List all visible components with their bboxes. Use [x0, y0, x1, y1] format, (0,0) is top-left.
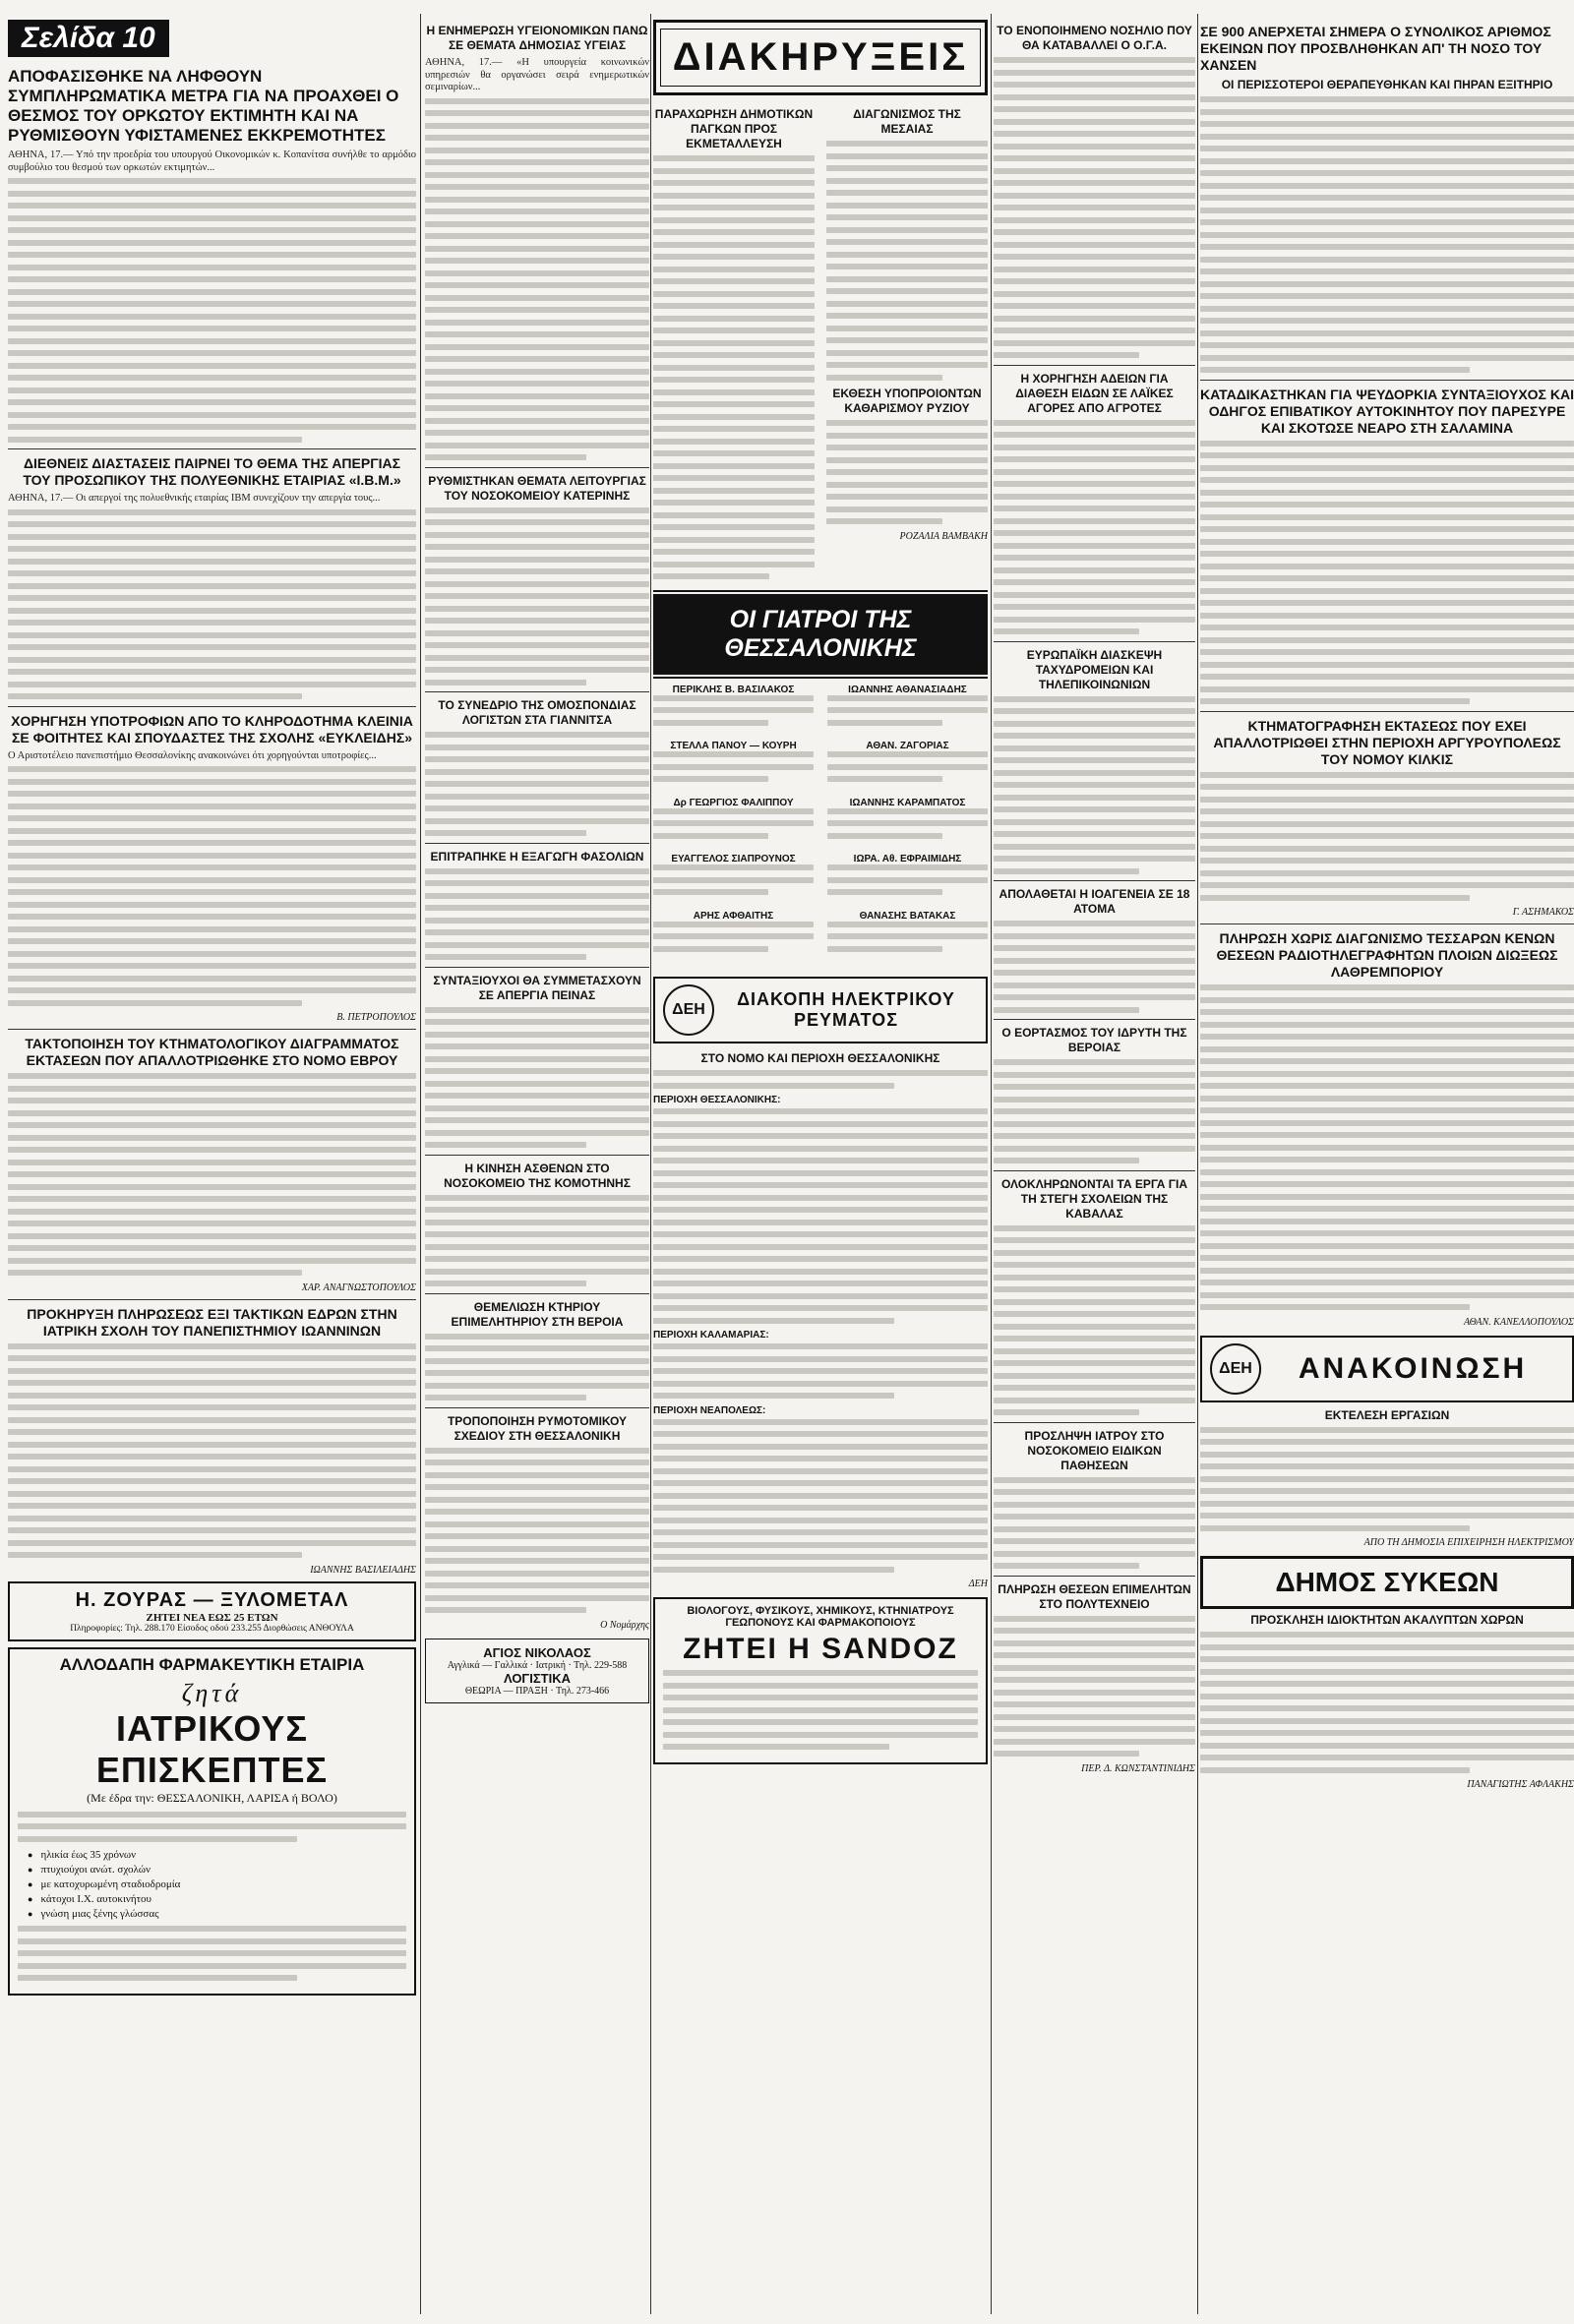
- divider: [994, 365, 1195, 366]
- doctor-entry: [653, 798, 814, 846]
- doctor-name: ΕΥΑΓΓΕΛΟΣ ΣΙΑΠΡΟΥΝΟΣ: [671, 854, 796, 864]
- doctor-entry: [827, 854, 988, 902]
- article-subheadline: ΟΙ ΠΕΡΙΣΣΟΤΕΡΟΙ ΘΕΡΑΠΕΥΘΗΚΑΝ ΚΑΙ ΠΗΡΑΝ ΕΞΙΤΗΡΙΟ: [1221, 78, 1553, 91]
- proclamations-grid: [653, 103, 988, 586]
- article-signature: ΠΕΡ. Δ. ΚΩΝΣΤΑΝΤΙΝΙΔΗΣ: [1081, 1762, 1195, 1774]
- divider: [8, 706, 416, 707]
- divider: [994, 880, 1195, 881]
- announcement-banner: [1200, 1336, 1574, 1402]
- article-body: [8, 1073, 416, 1276]
- proclamation-headline: ΠΑΡΑΧΩΡΗΣΗ ΔΗΜΟΤΙΚΩΝ ΠΑΓΚΩΝ ΠΡΟΣ ΕΚΜΕΤΑΛΛΕΥΣΗ: [654, 107, 814, 150]
- area-heading: ΠΕΡΙΟΧΗ ΚΑΛΑΜΑΡΙΑΣ:: [653, 1330, 769, 1341]
- sandoz-job-ad: [653, 1597, 988, 1764]
- announcement-subtitle: ΕΚΤΕΛΕΣΗ ΕΡΓΑΣΙΩΝ: [1324, 1407, 1450, 1422]
- announcement-body: [1200, 1427, 1574, 1531]
- article-headline: ΚΤΗΜΑΤΟΓΡΑΦΗΣΗ ΕΚΤΑΣΕΩΣ ΠΟΥ ΕΧΕΙ ΑΠΑΛΛΟΤΡΙΩΘΕΙ ΣΤΗΝ ΠΕΡΙΟΧΗ ΑΡΓΥΡΟΥΠΟΛΕΩΣ ΤΟΥ ΝΟΜΟΥ ΚΙΛΚΙΣ: [1213, 717, 1561, 767]
- ad-title: ΖΗΤΕΙ Η SANDOZ: [683, 1633, 958, 1665]
- ad-regions: (Με έδρα την: ΘΕΣΣΑΛΟΝΙΚΗ, ΛΑΡΙΣΑ ή ΒΟΛΟ): [87, 1790, 337, 1805]
- article-headline: ΚΑΤΑΔΙΚΑΣΤΗΚΑΝ ΓΙΑ ΨΕΥΔΟΡΚΙΑ ΣΥΝΤΑΞΙΟΥΧΟΣ ΚΑΙ ΟΔΗΓΟΣ ΕΠΙΒΑΤΙΚΟΥ ΑΥΤΟΚΙΝΗΤΟΥ ΠΟΥ ΠΑΡΕΣΥΡΕ ΚΑΙ ΣΚΟΤΩΣΕ ΝΕΑΡΟ ΣΤΗ ΣΑΛΑΜΙΝΑ: [1200, 386, 1574, 436]
- announcement-signature: ΑΠΟ ΤΗ ΔΗΜΟΣΙΑ ΕΠΙΧΕΙΡΗΣΗ ΗΛΕΚΤΡΙΣΜΟΥ: [1363, 1537, 1574, 1548]
- pharma-job-ad: [8, 1647, 416, 1996]
- power-outage-title: ΔΙΑΚΟΠΗ ΗΛΕΚΤΡΙΚΟΥ ΡΕΥΜΑΤΟΣ: [737, 989, 955, 1030]
- power-outage-body: [653, 1070, 988, 1089]
- power-outage-body: [653, 1343, 988, 1399]
- doctor-name: ΙΩΑΝΝΗΣ ΚΑΡΑΜΠΑΤΟΣ: [849, 797, 966, 808]
- doctor-name: ΑΘΑΝ. ΖΑΓΟΡΙΑΣ: [866, 741, 949, 751]
- power-outage-signature: ΔΕΗ: [968, 1579, 988, 1589]
- municipality-body: [1200, 1632, 1574, 1773]
- requirement-item: ● με κατοχυρωμένη σταδιοδρομία: [28, 1877, 406, 1892]
- article-headline: Η ΧΟΡΗΓΗΣΗ ΑΔΕΙΩΝ ΓΙΑ ΔΙΑΘΕΣΗ ΕΙΔΩΝ ΣΕ ΛΑΪΚΕΣ ΑΓΟΡΕΣ ΑΠΟ ΑΓΡΟΤΕΣ: [1015, 371, 1174, 415]
- proclamation-signature: ΡΟΖΑΛΙΑ ΒΑΜΒΑΚΗ: [899, 530, 988, 542]
- article-headline: ΑΠΟΦΑΣΙΣΘΗΚΕ ΝΑ ΛΗΦΘΟΥΝ ΣΥΜΠΛΗΡΩΜΑΤΙΚΑ ΜΕΤΡΑ ΓΙΑ ΝΑ ΠΡΟΑΧΘΕΙ Ο ΘΕΣΜΟΣ ΤΟΥ ΟΡΚΩΤΟΥ ΕΚΤΙΜΗΤΗ ΚΑΙ ΝΑ ΡΥΘΜΙΣΘΟΥΝ ΥΦΙΣΤΑΜΕΝΕΣ ΕΚΚΡΕΜΟΤΗΤΕΣ: [8, 67, 399, 145]
- doctor-name: ΘΑΝΑΣΗΣ ΒΑΤΑΚΑΣ: [859, 910, 956, 922]
- divider: [1200, 711, 1574, 712]
- proclamation-body: [826, 420, 988, 524]
- doctors-directory-banner: ΟΙ ΓΙΑΤΡΟΙ ΤΗΣ ΘΕΣΣΑΛΟΝΙΚΗΣ: [653, 594, 988, 675]
- ad-title: ΑΓΙΟΣ ΝΙΚΟΛΑΟΣ: [483, 1644, 591, 1660]
- divider: [994, 641, 1195, 642]
- article-body: [1200, 772, 1574, 901]
- divider: [994, 1576, 1195, 1577]
- article-headline: ΤΟ ΕΝΟΠΟΙΗΜΕΝΟ ΝΟΣΗΛΙΟ ΠΟΥ ΘΑ ΚΑΤΑΒΑΛΛΕΙ Ο Ο.Γ.Α.: [997, 24, 1192, 52]
- article-body: [425, 98, 649, 461]
- column-1: [8, 20, 416, 2001]
- article-body: [8, 1343, 416, 1559]
- area-heading: ΠΕΡΙΟΧΗ ΘΕΣΣΑΛΟΝΙΚΗΣ:: [653, 1095, 781, 1105]
- ad-contact: Πληροφορίες: Τηλ. 288.170 Είσοδος οδού 233.255 Διορθώσεις ΑΝΘΟΥΛΑ: [70, 1623, 354, 1634]
- article-body: [425, 1195, 649, 1287]
- ad-body: [663, 1670, 978, 1750]
- requirements-list: [28, 1848, 406, 1922]
- article-headline: ΧΟΡΗΓΗΣΗ ΥΠΟΤΡΟΦΙΩΝ ΑΠΟ ΤΟ ΚΛΗΡΟΔΟΤΗΜΑ ΚΛΕΙΝΙΑ ΣΕ ΦΟΙΤΗΤΕΣ ΚΑΙ ΣΠΟΥΔΑΣΤΕΣ ΤΗΣ ΣΧΟΛΗΣ «ΕΥΚΛΕΙΔΗΣ»: [11, 712, 413, 745]
- doctor-entry: [653, 911, 814, 959]
- article-headline: ΠΡΟΚΗΡΥΞΗ ΠΛΗΡΩΣΕΩΣ ΕΞΙ ΤΑΚΤΙΚΩΝ ΕΔΡΩΝ ΣΤΗΝ ΙΑΤΡΙΚΗ ΣΧΟΛΗ ΤΟΥ ΠΑΝΕΠΙΣΤΗΜΙΟΥ ΙΩΑΝΝΙΝΩΝ: [27, 1305, 397, 1339]
- article-signature: ΧΑΡ. ΑΝΑΓΝΩΣΤΟΠΟΥΛΟΣ: [301, 1281, 416, 1293]
- article-body: [425, 1334, 649, 1401]
- article-body: [994, 696, 1195, 874]
- ad-position: ΙΑΤΡΙΚΟΥΣ ΕΠΙΣΚΕΠΤΕΣ: [95, 1707, 329, 1790]
- power-outage-banner: [653, 977, 988, 1043]
- school-ad: [425, 1639, 649, 1703]
- article-body: [425, 1007, 649, 1149]
- doctor-name: Δρ ΓΕΩΡΓΙΟΣ ΦΑΛΙΠΠΟΥ: [673, 797, 794, 808]
- article-headline: ΟΛΟΚΛΗΡΩΝΟΝΤΑΙ ΤΑ ΕΡΓΑ ΓΙΑ ΤΗ ΣΤΕΓΗ ΣΧΟΛΕΙΩΝ ΤΗΣ ΚΑΒΑΛΑΣ: [1001, 1176, 1187, 1221]
- article-headline: ΠΛΗΡΩΣΗ ΘΕΣΕΩΝ ΕΠΙΜΕΛΗΤΩΝ ΣΤΟ ΠΟΛΥΤΕΧΝΕΙΟ: [998, 1581, 1191, 1611]
- article-signature: Ο Νομάρχης: [600, 1619, 649, 1631]
- doctor-name: ΙΩΑΝΝΗΣ ΑΘΑΝΑΣΙΑΔΗΣ: [848, 684, 967, 695]
- area-heading: ΠΕΡΙΟΧΗ ΝΕΑΠΟΛΕΩΣ:: [653, 1404, 766, 1416]
- divider: [425, 843, 649, 844]
- proclamation-headline: ΔΙΑΓΩΝΙΣΜΟΣ ΤΗΣ ΜΕΣΑΙΑΣ: [853, 107, 961, 136]
- ad-title: ΑΛΛΟΔΑΠΗ ΦΑΡΜΑΚΕΥΤΙΚΗ ΕΤΑΙΡΙΑ: [59, 1654, 365, 1674]
- divider: [994, 1170, 1195, 1171]
- article-signature: Β. ΠΕΤΡΟΠΟΥΛΟΣ: [336, 1012, 416, 1023]
- divider: [8, 448, 416, 449]
- article-headline: ΑΠΟΛΑΘΕΤΑΙ Η ΙΟΑΓΕΝΕΙΑ ΣΕ 18 ΑΤΟΜΑ: [999, 887, 1190, 916]
- article-body: [1200, 984, 1574, 1310]
- article-body: [994, 921, 1195, 1013]
- doctors-directory: [653, 685, 988, 968]
- power-outage-headline: ΣΤΟ ΝΟΜΟ ΚΑΙ ΠΕΡΙΟΧΗ ΘΕΣΣΑΛΟΝΙΚΗΣ: [700, 1051, 940, 1065]
- article-headline: ΕΥΡΩΠΑΪΚΗ ΔΙΑΣΚΕΨΗ ΤΑΧΥΔΡΟΜΕΙΩΝ ΚΑΙ ΤΗΛΕΠΙΚΟΙΝΩΝΙΩΝ: [1026, 647, 1163, 691]
- column-divider: [650, 14, 651, 2314]
- doctor-name: ΑΡΗΣ ΑΦΘΑΙΤΗΣ: [693, 910, 774, 922]
- divider: [8, 1299, 416, 1300]
- classified-ad: [8, 1581, 416, 1641]
- article-headline: Η ΕΝΗΜΕΡΩΣΗ ΥΓΕΙΟΝΟΜΙΚΩΝ ΠΑΝΩ ΣΕ ΘΕΜΑΤΑ ΔΗΜΟΣΙΑΣ ΥΓΕΙΑΣ: [426, 24, 648, 52]
- requirement-item: ● πτυχιούχοι ανώτ. σχολών: [28, 1863, 406, 1877]
- announcement-title: ΑΝΑΚΟΙΝΩΣΗ: [1298, 1351, 1528, 1385]
- municipality-banner: ΔΗΜΟΣ ΣΥΚΕΩΝ: [1200, 1556, 1574, 1609]
- article-body: [8, 766, 416, 1006]
- article-body: [425, 732, 649, 836]
- column-divider: [1197, 14, 1198, 2314]
- doctor-entry: [827, 798, 988, 846]
- requirement-item: ● κάτοχοι Ι.Χ. αυτοκινήτου: [28, 1892, 406, 1907]
- article-body: [994, 57, 1195, 358]
- doctor-entry: [827, 911, 988, 959]
- proclamation-body: [826, 141, 988, 381]
- article-body: [425, 868, 649, 961]
- divider: [994, 1019, 1195, 1020]
- article-headline: ΤΟ ΣΥΝΕΔΡΙΟ ΤΗΣ ΟΜΟΣΠΟΝΔΙΑΣ ΛΟΓΙΣΤΩΝ ΣΤΑ ΓΙΑΝΝΙΤΣΑ: [438, 698, 636, 727]
- ad-subtitle: ΖΗΤΕΙ ΝΕΑ ΕΩΣ 25 ΕΤΩΝ: [146, 1611, 278, 1624]
- ad-seeks: ζητά: [181, 1678, 243, 1707]
- ad-details: Αγγλικά — Γαλλικά · Ιατρική · Τηλ. 229-588: [447, 1659, 628, 1671]
- municipality-signature: ΠΑΝΑΓΙΩΤΗΣ ΑΦΛΑΚΗΣ: [1467, 1779, 1574, 1790]
- article-signature: ΙΩΑΝΝΗΣ ΒΑΣΙΛΕΙΑΔΗΣ: [310, 1564, 416, 1576]
- doctor-entry: [653, 741, 814, 789]
- article-body: [425, 507, 649, 685]
- column-2: [425, 20, 649, 1711]
- article-body: [994, 1059, 1195, 1163]
- divider: [425, 1407, 649, 1408]
- divider: [8, 1029, 416, 1030]
- doctor-entry: [827, 685, 988, 733]
- ad-target-roles: ΒΙΟΛΟΓΟΥΣ, ΦΥΣΙΚΟΥΣ, ΧΗΜΙΚΟΥΣ, ΚΤΗΝΙΑΤΡΟΥΣ ΓΕΩΠΟΝΟΥΣ ΚΑΙ ΦΑΡΜΑΚΟΠΟΙΟΥΣ: [687, 1605, 954, 1629]
- doctor-entry: [653, 685, 814, 733]
- dei-logo-icon: ΔΕΗ: [663, 984, 714, 1036]
- article-headline: ΔΙΕΘΝΕΙΣ ΔΙΑΣΤΑΣΕΙΣ ΠΑΙΡΝΕΙ ΤΟ ΘΕΜΑ ΤΗΣ ΑΠΕΡΓΙΑΣ ΤΟΥ ΠΡΟΣΩΠΙΚΟΥ ΤΗΣ ΠΟΛΥΕΘΝΙΚΗΣ ΕΤΑΙΡΙΑΣ «I.B.M.»: [23, 455, 401, 488]
- divider: [425, 1155, 649, 1156]
- article-body: [425, 1448, 649, 1614]
- article-headline: ΕΠΙΤΡΑΠΗΚΕ Η ΕΞΑΓΩΓΗ ΦΑΣΟΛΙΩΝ: [430, 849, 644, 864]
- article-headline: ΠΛΗΡΩΣΗ ΧΩΡΙΣ ΔΙΑΓΩΝΙΣΜΟ ΤΕΣΣΑΡΩΝ ΚΕΝΩΝ ΘΕΣΕΩΝ ΡΑΔΙΟΤΗΛΕΓΡΑΦΗΤΩΝ ΠΛΟΙΩΝ ΔΙΩΞΕΩΣ ΛΑΘΡΕΜΠΟΡΙΟΥ: [1216, 930, 1558, 980]
- page-number-badge: Σελίδα 10: [8, 20, 169, 57]
- article-headline: ΣΕ 900 ΑΝΕΡΧΕΤΑΙ ΣΗΜΕΡΑ Ο ΣΥΝΟΛΙΚΟΣ ΑΡΙΘΜΟΣ ΕΚΕΙΝΩΝ ΠΟΥ ΠΡΟΣΒΛΗΘΗΚΑΝ ΑΠ' ΤΗ ΝΟΣΟ ΤΟΥ ΧΑΝΣΕΝ: [1200, 24, 1551, 73]
- divider: [425, 1293, 649, 1294]
- article-lead: Ο Αριστοτέλειο πανεπιστήμιο Θεσσαλονίκης ανακοινώνει ότι χορηγούνται υποτροφίες...: [8, 749, 377, 761]
- article-headline: ΤΑΚΤΟΠΟΙΗΣΗ ΤΟΥ ΚΤΗΜΑΤΟΛΟΓΙΚΟΥ ΔΙΑΓΡΑΜΜΑΤΟΣ ΕΚΤΑΣΕΩΝ ΠΟΥ ΑΠΑΛΛΟΤΡΙΩΘΗΚΕ ΣΤΟ ΝΟΜΟ ΕΒΡΟΥ: [25, 1036, 399, 1068]
- divider: [425, 691, 649, 692]
- column-4: [994, 20, 1195, 1780]
- article-headline: ΘΕΜΕΛΙΩΣΗ ΚΤΗΡΙΟΥ ΕΠΙΜΕΛΗΤΗΡΙΟΥ ΣΤΗ ΒΕΡΟΙΑ: [451, 1299, 624, 1329]
- dei-logo-icon: ΔΕΗ: [1210, 1343, 1261, 1395]
- column-divider: [420, 14, 421, 2314]
- article-body: [1200, 441, 1574, 705]
- proclamations-banner: [653, 20, 988, 95]
- proclamations-title: ΔΙΑΚΗΡΥΞΕΙΣ: [660, 29, 981, 87]
- ad-body: [18, 1812, 406, 1842]
- doctor-name: ΙΩΡΑ. Αθ. ΕΦΡΑΙΜΙΔΗΣ: [853, 854, 962, 864]
- article-body: [994, 420, 1195, 635]
- ad-company-name: Η. ΖΟΥΡΑΣ — ΞΥΛΟΜΕΤΑΛ: [75, 1588, 349, 1611]
- column-3: [653, 20, 988, 1772]
- requirement-item: ● γνώση μιας ξένης γλώσσας: [28, 1907, 406, 1922]
- ad-body: [18, 1926, 406, 1981]
- power-outage-body: [653, 1108, 988, 1324]
- divider: [994, 1422, 1195, 1423]
- proclamation-headline: ΕΚΘΕΣΗ ΥΠΟΠΡΟΙΟΝΤΩΝ ΚΑΘΑΡΙΣΜΟΥ ΡΥΖΙΟΥ: [832, 387, 982, 415]
- municipality-subtitle: ΠΡΟΣΚΛΗΣΗ ΙΔΙΟΚΤΗΤΩΝ ΑΚΑΛΥΠΤΩΝ ΧΩΡΩΝ: [1250, 1613, 1524, 1627]
- article-headline: ΣΥΝΤΑΞΙΟΥΧΟΙ ΘΑ ΣΥΜΜΕΤΑΣΧΟΥΝ ΣΕ ΑΠΕΡΓΙΑ ΠΕΙΝΑΣ: [433, 973, 641, 1002]
- column-divider: [991, 14, 992, 2314]
- proclamation-body: [653, 155, 815, 579]
- article-headline: Η ΚΙΝΗΣΗ ΑΣΘΕΝΩΝ ΣΤΟ ΝΟΣΟΚΟΜΕΙΟ ΤΗΣ ΚΟΜΟΤΗΝΗΣ: [444, 1161, 631, 1190]
- article-headline: ΤΡΟΠΟΠΟΙΗΣΗ ΡΥΜΟΤΟΜΙΚΟΥ ΣΧΕΔΙΟΥ ΣΤΗ ΘΕΣΣΑΛΟΝΙΚΗ: [447, 1413, 628, 1443]
- article-lead: ΑΘΗΝΑ, 17.— «Η υπουργεία κοινωνικών υπηρεσιών θα οργανώσει σειρά ενημερωτικών σεμιναρίων...: [425, 57, 649, 92]
- power-outage-body: [653, 1419, 988, 1573]
- column-5: [1200, 20, 1574, 1796]
- article-body: [994, 1477, 1195, 1570]
- article-signature: ΑΘΑΝ. ΚΑΝΕΛΛΟΠΟΥΛΟΣ: [1463, 1316, 1574, 1328]
- article-body: [8, 509, 416, 700]
- divider: [425, 467, 649, 468]
- doctor-name: ΠΕΡΙΚΛΗΣ Β. ΒΑΣΙΛΑΚΟΣ: [672, 684, 795, 695]
- divider: [425, 967, 649, 968]
- ad-details: ΘΕΩΡΙΑ — ΠΡΑΞΗ · Τηλ. 273-466: [464, 1685, 610, 1697]
- article-body: [1200, 96, 1574, 373]
- article-lead: ΑΘΗΝΑ, 17.— Υπό την προεδρία του υπουργού Οικονομικών κ. Κοπανίτσα συνήλθε το αρμόδιο συμβούλιο του θεσμού των ορκωτών εκτιμητών...: [8, 149, 416, 173]
- article-body: [8, 178, 416, 443]
- article-headline: ΡΥΘΜΙΣΤΗΚΑΝ ΘΕΜΑΤΑ ΛΕΙΤΟΥΡΓΙΑΣ ΤΟΥ ΝΟΣΟΚΟΜΕΙΟΥ ΚΑΤΕΡΙΝΗΣ: [428, 473, 646, 503]
- article-headline: ΠΡΟΣΛΗΨΗ ΙΑΤΡΟΥ ΣΤΟ ΝΟΣΟΚΟΜΕΙΟ ΕΙΔΙΚΩΝ ΠΑΘΗΣΕΩΝ: [1024, 1428, 1165, 1472]
- article-body: [994, 1225, 1195, 1416]
- requirement-item: ● ηλικία έως 35 χρόνων: [28, 1848, 406, 1863]
- article-signature: Γ. ΑΣΗΜΑΚΟΣ: [1512, 907, 1574, 918]
- doctor-entry: [827, 741, 988, 789]
- doctor-name: ΣΤΕΛΛΑ ΠΑΝΟΥ — ΚΟΥΡΗ: [670, 741, 797, 751]
- doctor-entry: [653, 854, 814, 902]
- article-body: [994, 1616, 1195, 1758]
- article-headline: Ο ΕΟΡΤΑΣΜΟΣ ΤΟΥ ΙΔΡΥΤΗ ΤΗΣ ΒΕΡΟΙΑΣ: [1001, 1026, 1187, 1054]
- ad-title: ΛΟΓΙΣΤΙΚΑ: [504, 1670, 571, 1686]
- article-lead: ΑΘΗΝΑ, 17.— Οι απεργοί της πολυεθνικής εταιρίας ΙΒΜ συνεχίζουν την απεργία τους...: [8, 493, 381, 504]
- divider: [1200, 380, 1574, 381]
